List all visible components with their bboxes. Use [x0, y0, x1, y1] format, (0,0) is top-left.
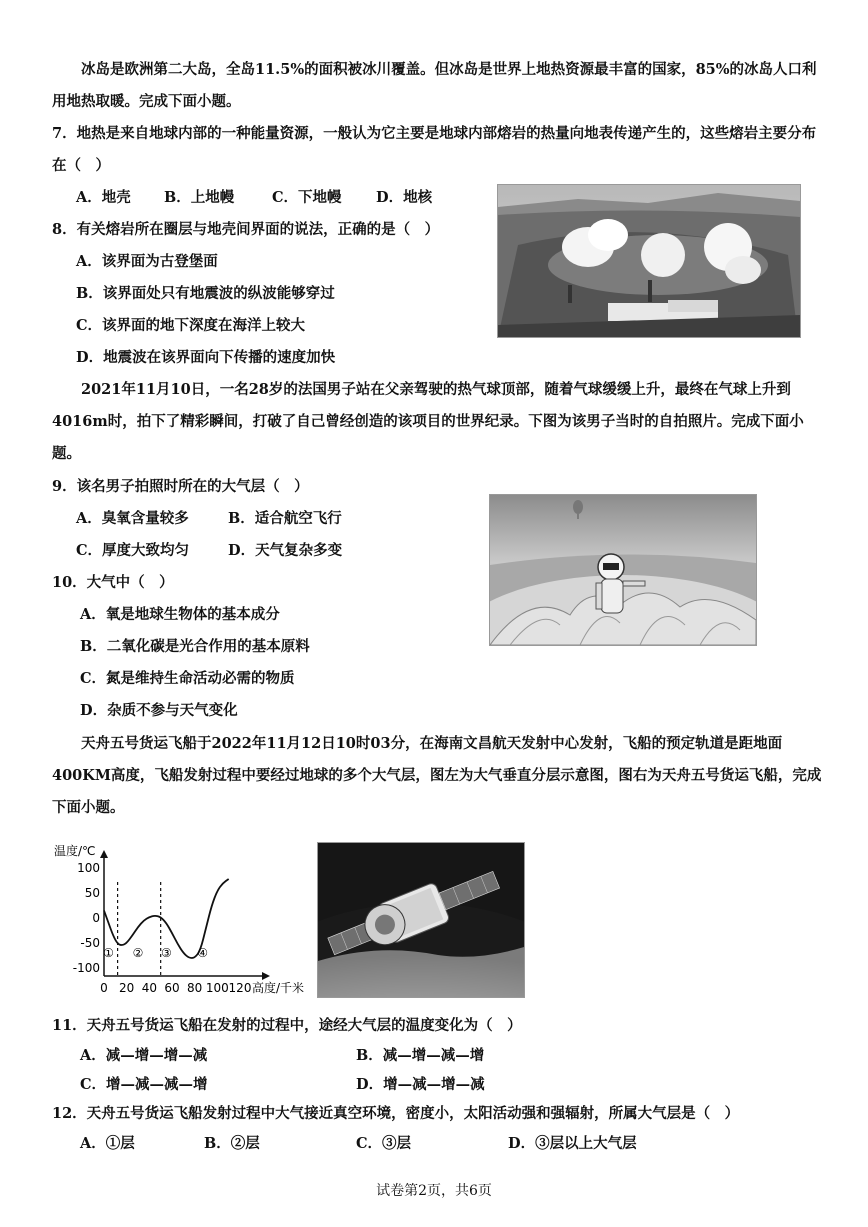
- chart-ylabel: 温度/℃: [54, 844, 96, 858]
- x-tick-label: 60: [164, 981, 180, 995]
- question-11-stem: 11．天舟五号货运飞船在发射的过程中，途经大气层的温度变化为（ ）: [52, 1017, 522, 1034]
- x-tick-label: 40: [141, 981, 157, 995]
- q10-option-d[interactable]: D．杂质不参与天气变化: [80, 702, 238, 719]
- intro-tianzhou: 天舟五号货运飞船于2022年11月12日10时03分，在海南文昌航天发射中心发射，飞船的预定轨道是距地面400KM高度，飞船发射过程中要经过地球的多个大气层，图左为大气垂直分层示意图，图右为天舟五号货运飞船，完成下面小题。: [52, 735, 822, 816]
- q12-option-a[interactable]: A．①层: [80, 1135, 135, 1152]
- atmosphere-temperature-chart: [50, 842, 310, 1002]
- q7-option-a[interactable]: A．地壳: [76, 189, 131, 206]
- question-10-stem: 10．大气中（ ）: [52, 574, 174, 591]
- q7-option-b[interactable]: B．上地幔: [164, 189, 235, 206]
- question-12-stem: 12．天舟五号货运飞船发射过程中大气接近真空环境，密度小，太阳活动强和强辐射，所属大气层是（ ）: [52, 1105, 740, 1122]
- geothermal-plant-photo: [497, 184, 801, 338]
- q11-option-c[interactable]: C．增—减—减—增: [80, 1076, 208, 1093]
- y-tick-label: 100: [77, 861, 100, 875]
- q11-option-d[interactable]: D．增—减—增—减: [356, 1076, 485, 1093]
- intro-balloon: 2021年11月10日，一名28岁的法国男子站在父亲驾驶的热气球顶部，随着气球缓缓上升，最终在气球上升到4016m时，拍下了精彩瞬间，打破了自己曾经创造的该项目的世界纪录。下图为该男子当时的自拍照片。完成下面小题。: [52, 381, 804, 462]
- question-9-stem: 9．该名男子拍照时所在的大气层（ ）: [52, 478, 309, 495]
- q11-option-b[interactable]: B．减—增—减—增: [356, 1047, 485, 1064]
- q9-option-c[interactable]: C．厚度大致均匀: [76, 542, 190, 559]
- x-axis-arrow: [262, 972, 270, 980]
- q9-option-a[interactable]: A．臭氧含量较多: [76, 510, 189, 527]
- layer-label: ②: [132, 946, 144, 960]
- q10-option-a[interactable]: A．氧是地球生物体的基本成分: [80, 606, 280, 623]
- q8-option-c[interactable]: C．该界面的地下深度在海洋上较大: [76, 317, 306, 334]
- hot-air-balloon-selfie-photo: [489, 494, 757, 646]
- y-tick-label: -100: [72, 961, 100, 975]
- intro-iceland: 冰岛是欧洲第二大岛，全岛11.5%的面积被冰川覆盖。但冰岛是世界上地热资源最丰富的国家，85%的冰岛人口利用地热取暖。完成下面小题。: [52, 61, 817, 110]
- layer-label: ①: [103, 946, 114, 960]
- x-tick-label: 100: [205, 981, 229, 995]
- q8-option-d[interactable]: D．地震波在该界面向下传播的速度加快: [76, 349, 336, 366]
- y-tick-label: 0: [92, 911, 100, 925]
- q12-option-d[interactable]: D．③层以上大气层: [508, 1135, 637, 1152]
- x-tick-label: 0: [100, 981, 108, 995]
- q12-option-c[interactable]: C．③层: [356, 1135, 412, 1152]
- y-axis-arrow: [100, 850, 108, 858]
- x-tick-label: 20: [119, 981, 135, 995]
- q11-option-a[interactable]: A．减—增—增—减: [80, 1047, 208, 1064]
- y-tick-label: -50: [80, 936, 100, 950]
- q7-option-c[interactable]: C．下地幔: [272, 189, 342, 206]
- question-7-stem: 7．地热是来自地球内部的一种能量资源，一般认为它主要是地球内部熔岩的热量向地表传递产生的，这些熔岩主要分布在（ ）: [52, 125, 817, 174]
- page-footer: 试卷第2页，共6页: [376, 1183, 492, 1199]
- x-tick-label: 80: [187, 981, 203, 995]
- layer-label: ③: [160, 946, 172, 960]
- q9-option-b[interactable]: B．适合航空飞行: [228, 510, 342, 527]
- q10-option-c[interactable]: C．氮是维持生命活动必需的物质: [80, 670, 295, 687]
- q8-option-a[interactable]: A．该界面为古登堡面: [76, 253, 218, 270]
- q8-option-b[interactable]: B．该界面处只有地震波的纵波能够穿过: [76, 285, 335, 302]
- layer-label: ④: [197, 946, 208, 960]
- q7-option-d[interactable]: D．地核: [376, 189, 433, 206]
- y-tick-label: 50: [84, 886, 100, 900]
- q10-option-b[interactable]: B．二氧化碳是光合作用的基本原料: [80, 638, 310, 655]
- x-tick-label: 120: [228, 981, 252, 995]
- question-8-stem: 8．有关熔岩所在圈层与地壳间界面的说法，正确的是（ ）: [52, 221, 440, 238]
- chart-xlabel: 高度/千米: [252, 981, 305, 995]
- q12-option-b[interactable]: B．②层: [204, 1135, 260, 1152]
- tianzhou-spacecraft-photo: [317, 842, 525, 998]
- q9-option-d[interactable]: D．天气复杂多变: [228, 542, 343, 559]
